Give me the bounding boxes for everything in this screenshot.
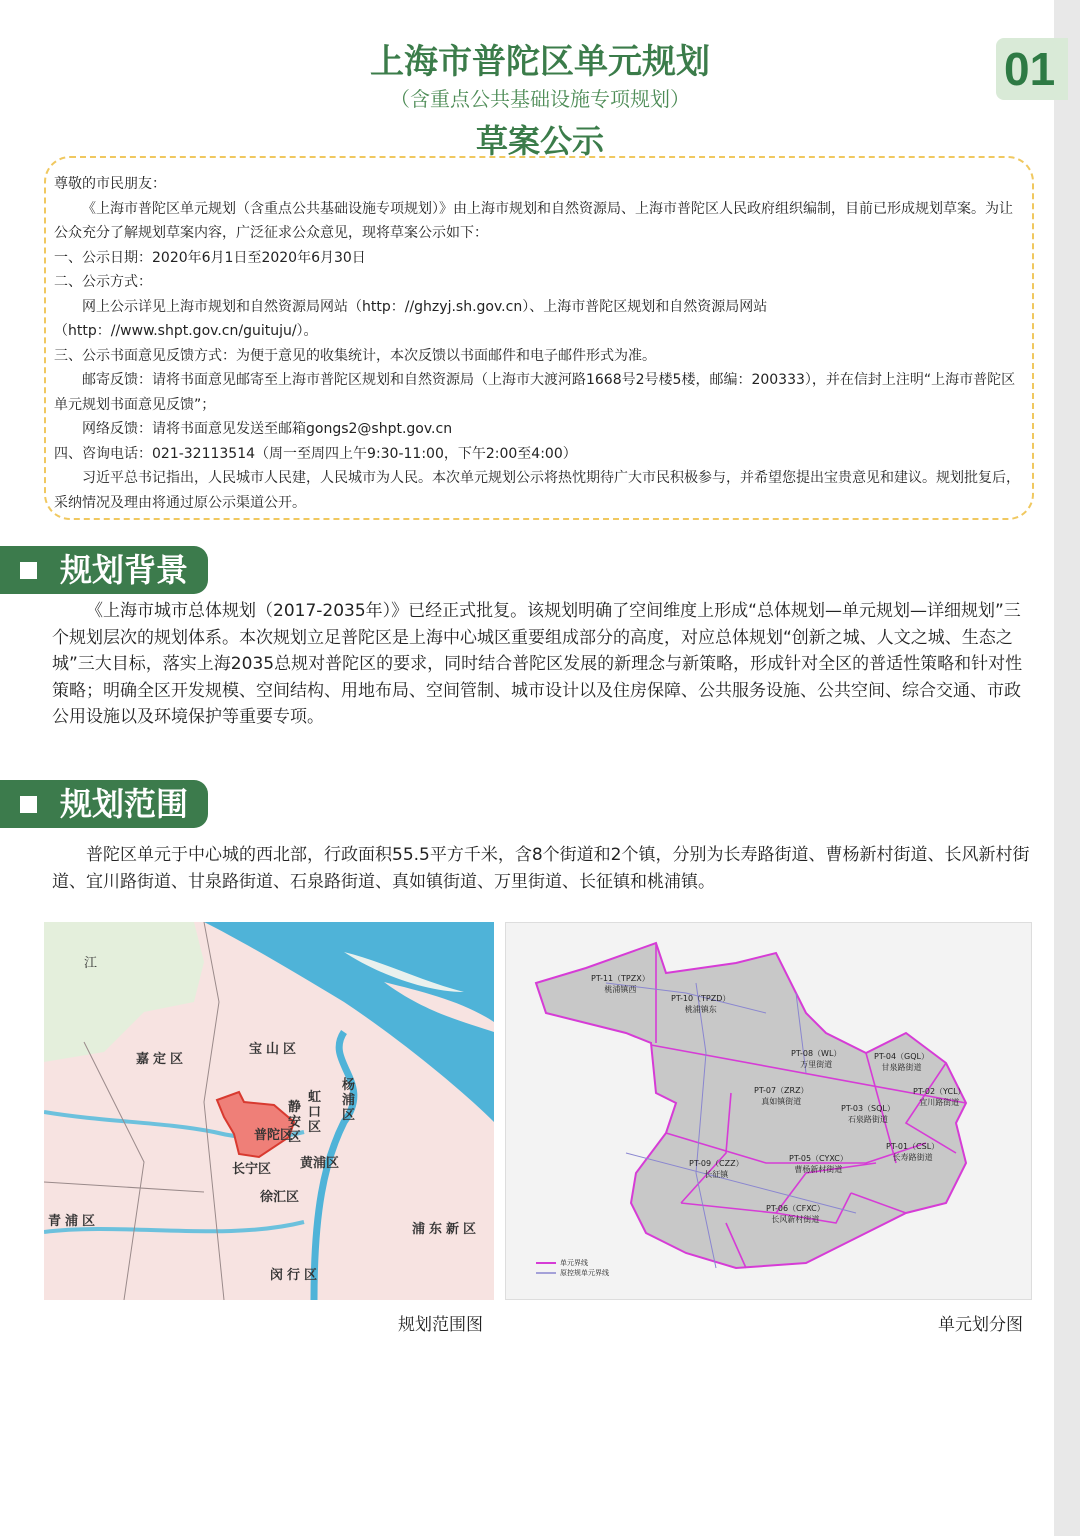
caption-unit-map: 单元划分图 [938,1315,1023,1335]
map-label: 黄浦区 [300,1156,340,1171]
notice-closing: 习近平总书记指出，人民城市人民建，人民城市为人民。本次单元规划公示将热忱期待广大市民积极参与，并希望您提出宝贵意见和建议。规划批复后，采纳情况及理由将通过原公示渠道公开。 [54,470,1020,511]
square-icon [20,796,37,813]
map-label: 嘉定区 [136,1052,188,1067]
map-label: 青浦区 [48,1214,100,1229]
notice-item-1: 一、公示日期：2020年6月1日至2020年6月30日 [54,249,366,266]
page-subtitle: （含重点公共基础设施专项规划） [390,87,690,111]
legend-unit-line: 单元界线 [560,1259,588,1267]
map-label: 闵行区 [270,1268,322,1283]
section-heading: 规划背景 [60,551,189,589]
map-label: 长宁区 [232,1162,272,1177]
unit-label: PT-01（CSL） 长寿路街道 [886,1142,940,1162]
page-title-secondary: 草案公示 [475,122,604,160]
unit-label: PT-08（WL） 万里街道 [791,1049,842,1069]
map-label: 静安区 [288,1100,306,1145]
caption-location-map: 规划范围图 [398,1315,483,1335]
map-label: 杨浦区 [342,1078,360,1123]
map-label: 浦东新区 [412,1222,481,1237]
unit-division-map-graphic [506,923,1032,1300]
page-title: 上海市普陀区单元规划 [370,42,710,82]
unit-label: PT-10（TPZD） 桃浦镇东 [671,994,731,1014]
map-label: 宝山区 [249,1042,301,1057]
square-icon [20,562,37,579]
page-edge-strip [1054,0,1080,1536]
scope-paragraph: 普陀区单元于中心城的西北部，行政面积55.5平方千米，含8个街道和2个镇，分别为长寿路街道、曹杨新村街道、长风新村街道、宜川路街道、甘泉路街道、石泉路街道、真如镇街道、万里街道、长征镇和桃浦镇。 [52,845,1030,892]
notice-item-4: 四、咨询电话：021-32113514（周一至周四上午9:30-11:00，下午2:00至4:00） [54,445,577,462]
map-label-putuo: 普陀区 [254,1128,294,1143]
page-number-badge: 01 [996,38,1068,100]
map-label: 江 [84,956,102,971]
notice-item-3-email: 网络反馈：请将书面意见发送至邮箱gongs2@shpt.gov.cn [82,421,453,437]
unit-label: PT-05（CYXC） 曹杨新村街道 [789,1154,848,1174]
section-header-background [0,546,208,594]
background-paragraph: 《上海市城市总体规划（2017-2035年）》已经正式批复。该规划明确了空间维度上形成“总体规划—单元规划—详细规划”三个规划层次的规划体系。本次规划立足普陀区是上海中心城区重要组成部分的高度，对应总体规划“创新之城、人文之城、生态之城”三大目标，落实上海2035总规对普陀区的要求，同时结合普陀区发展的新理念与新策略，形成针对全区的普适性策略和针对性策略；明确全区开发规模、空间结构、用地布局、空间管制、城市设计以及住房保障、公共服务设施、公共空间、综合交通、市政公用设施以及环境保护等重要专项。 [52,601,1023,727]
unit-label: PT-04（GQL） 甘泉路街道 [874,1052,929,1072]
notice-item-3-mail: 邮寄反馈：请将书面意见邮寄至上海市普陀区规划和自然资源局（上海市大渡河路1668号2号楼5楼，邮编：200333），并在信封上注明“上海市普陀区单元规划书面意见反馈”； [54,372,1016,413]
notice-item-2-detail: 网上公示详见上海市规划和自然资源局网站（http：//ghzyj.sh.gov.cn）、上海市普陀区规划和自然资源局网站（http：//www.shpt.gov.cn/guituju/）。 [54,298,768,339]
unit-label: PT-07（ZRZ） 真如镇街道 [754,1086,809,1106]
unit-label: PT-11（TPZX） 桃浦镇西 [591,974,650,994]
unit-label: PT-03（SQL） 石泉路街道 [841,1104,895,1124]
section-header-scope [0,780,208,828]
unit-label: PT-02（YCL） 宜川路街道 [913,1087,966,1107]
notice-intro: 《上海市普陀区单元规划（含重点公共基础设施专项规划）》由上海市规划和自然资源局、上海市普陀区人民政府组织编制，目前已形成规划草案。为让公众充分了解规划草案内容，广泛征求公众意见，现将草案公示如下： [54,200,1013,241]
notice-greeting: 尊敬的市民朋友： [54,176,166,192]
location-map-graphic [44,922,494,1300]
section-heading: 规划范围 [60,785,189,823]
map-label: 虹口区 [308,1090,326,1135]
location-map [44,922,494,1300]
unit-division-map [505,922,1032,1300]
unit-label: PT-06（CFXC） 长风新村街道 [766,1204,825,1224]
map-label: 徐汇区 [260,1190,300,1205]
legend-old-unit-line: 原控规单元界线 [560,1269,609,1277]
notice-box [44,156,1034,520]
unit-label: PT-09（CZZ） 长征镇 [689,1159,744,1179]
notice-item-2: 二、公示方式： [54,274,152,290]
notice-item-3: 三、公示书面意见反馈方式：为便于意见的收集统计，本次反馈以书面邮件和电子邮件形式为准。 [54,347,656,364]
